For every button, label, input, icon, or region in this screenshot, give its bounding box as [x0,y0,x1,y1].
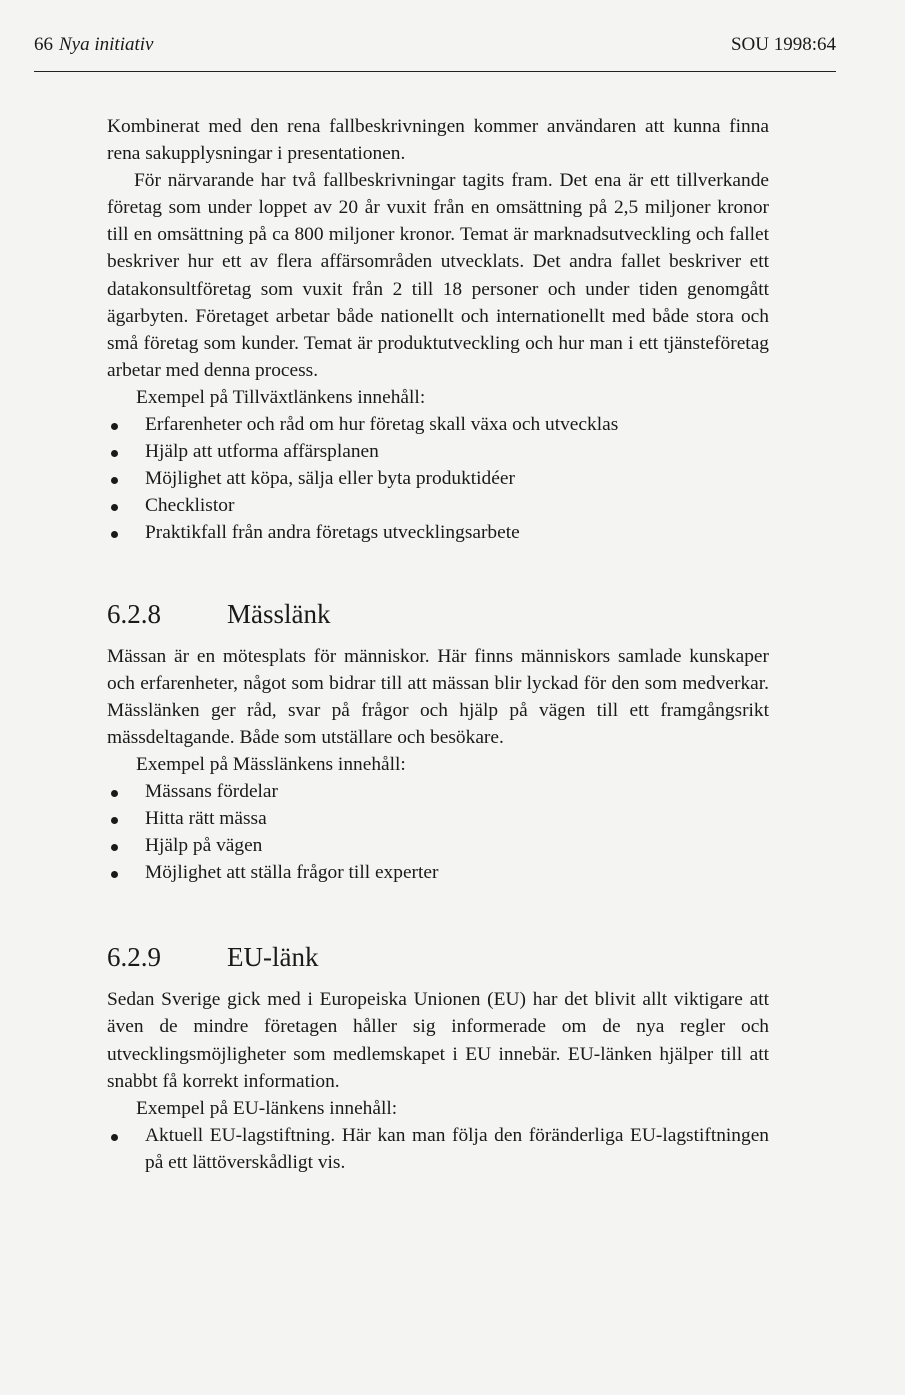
tillvaxt-lead: Exempel på Tillväxtlänkens innehåll: [136,386,426,408]
paragraph-eulank: Sedan Sverige gick med i Europeiska Unionen (EU) har det blivit allt viktigare att även de mindre företagen håller sig informerade om de nya regler och utvecklingsmöjligheter som medlemskapet i EU innebär. EU-länken hjälper till att snabbt få korrekt information. [107,989,769,1092]
bullet-icon [111,871,118,878]
running-title: Nya initiativ [59,34,154,55]
section-number: 6.2.8 [107,598,161,629]
list-item: Hjälp att utforma affärsplanen [107,438,769,465]
bullet-icon [111,531,118,538]
list-item: Aktuell EU-lagstiftning. Här kan man följa den föränderliga EU-lagstiftningen på ett lättöverskådligt vis. [107,1122,769,1176]
list-item: Hjälp på vägen [107,832,769,859]
tillvaxt-list [107,411,769,546]
header-left [34,34,153,56]
section-heading-6-2-8 [107,598,769,630]
bullet-icon [111,477,118,484]
body-text [107,113,769,1176]
bullet-icon [111,504,118,511]
section-heading-6-2-9 [107,941,769,973]
section-title: Mässlänk [227,598,331,629]
list-item: Möjlighet att ställa frågor till experter [107,859,769,886]
eulank-list [107,1122,769,1176]
bullet-icon [111,817,118,824]
bullet-icon [111,423,118,430]
masslank-lead: Exempel på Mässlänkens innehåll: [136,753,406,775]
series-number: SOU 1998:64 [730,34,836,55]
bullet-icon [111,1134,118,1141]
section-title: EU-länk [227,942,319,973]
bullet-icon [111,450,118,457]
page-number: 66 [34,34,53,55]
bullet-icon [111,844,118,851]
paragraph-masslank: Mässan är en mötesplats för människor. Här finns människors samlade kunskaper och erfarenheter, något som bidrar till att mässan blir lyckad för den som medverkar. Mässlänken ger råd, svar på frågor och hjälp på vägen till ett framgångsrikt mässdeltagande. Både som utställare och besökare. [107,645,769,748]
list-item: Mässans fördelar [107,778,769,805]
paragraph-intro-1: Kombinerat med den rena fallbeskrivningen kommer användaren att kunna finna rena sakupplysningar i presentationen. [107,116,769,165]
section-number: 6.2.9 [107,942,161,973]
bullet-icon [111,790,118,797]
eulank-lead: Exempel på EU-länkens innehåll: [136,1097,398,1119]
masslank-list [107,778,769,886]
list-item: Möjlighet att köpa, sälja eller byta produktidéer [107,465,769,492]
paragraph-intro-2: För närvarande har två fallbeskrivningar tagits fram. Det ena är ett tillverkande företag som under loppet av 20 år vuxit från en omsättning på 2,5 miljoner kronor till en omsättning på ca 800 miljoner kronor. Temat är marknadsutveckling och fallet beskriver hur ett av flera affärsområden utvecklats. Det andra fallet beskriver ett datakonsultföretag som vuxit från 2 till 18 personer och under tiden genomgått ägarbyten. Företaget arbetar både nationellt och internationellt med både stora och små företag som kunder. Temat är produktutveckling och hur man i ett tjänsteföretag arbetar med denna process. [107,170,769,381]
list-item: Erfarenheter och råd om hur företag skall växa och utvecklas [107,411,769,438]
list-item: Hitta rätt mässa [107,805,769,832]
running-header [34,34,836,64]
list-item: Checklistor [107,492,769,519]
list-item: Praktikfall från andra företags utvecklingsarbete [107,519,769,546]
header-rule [34,71,836,72]
